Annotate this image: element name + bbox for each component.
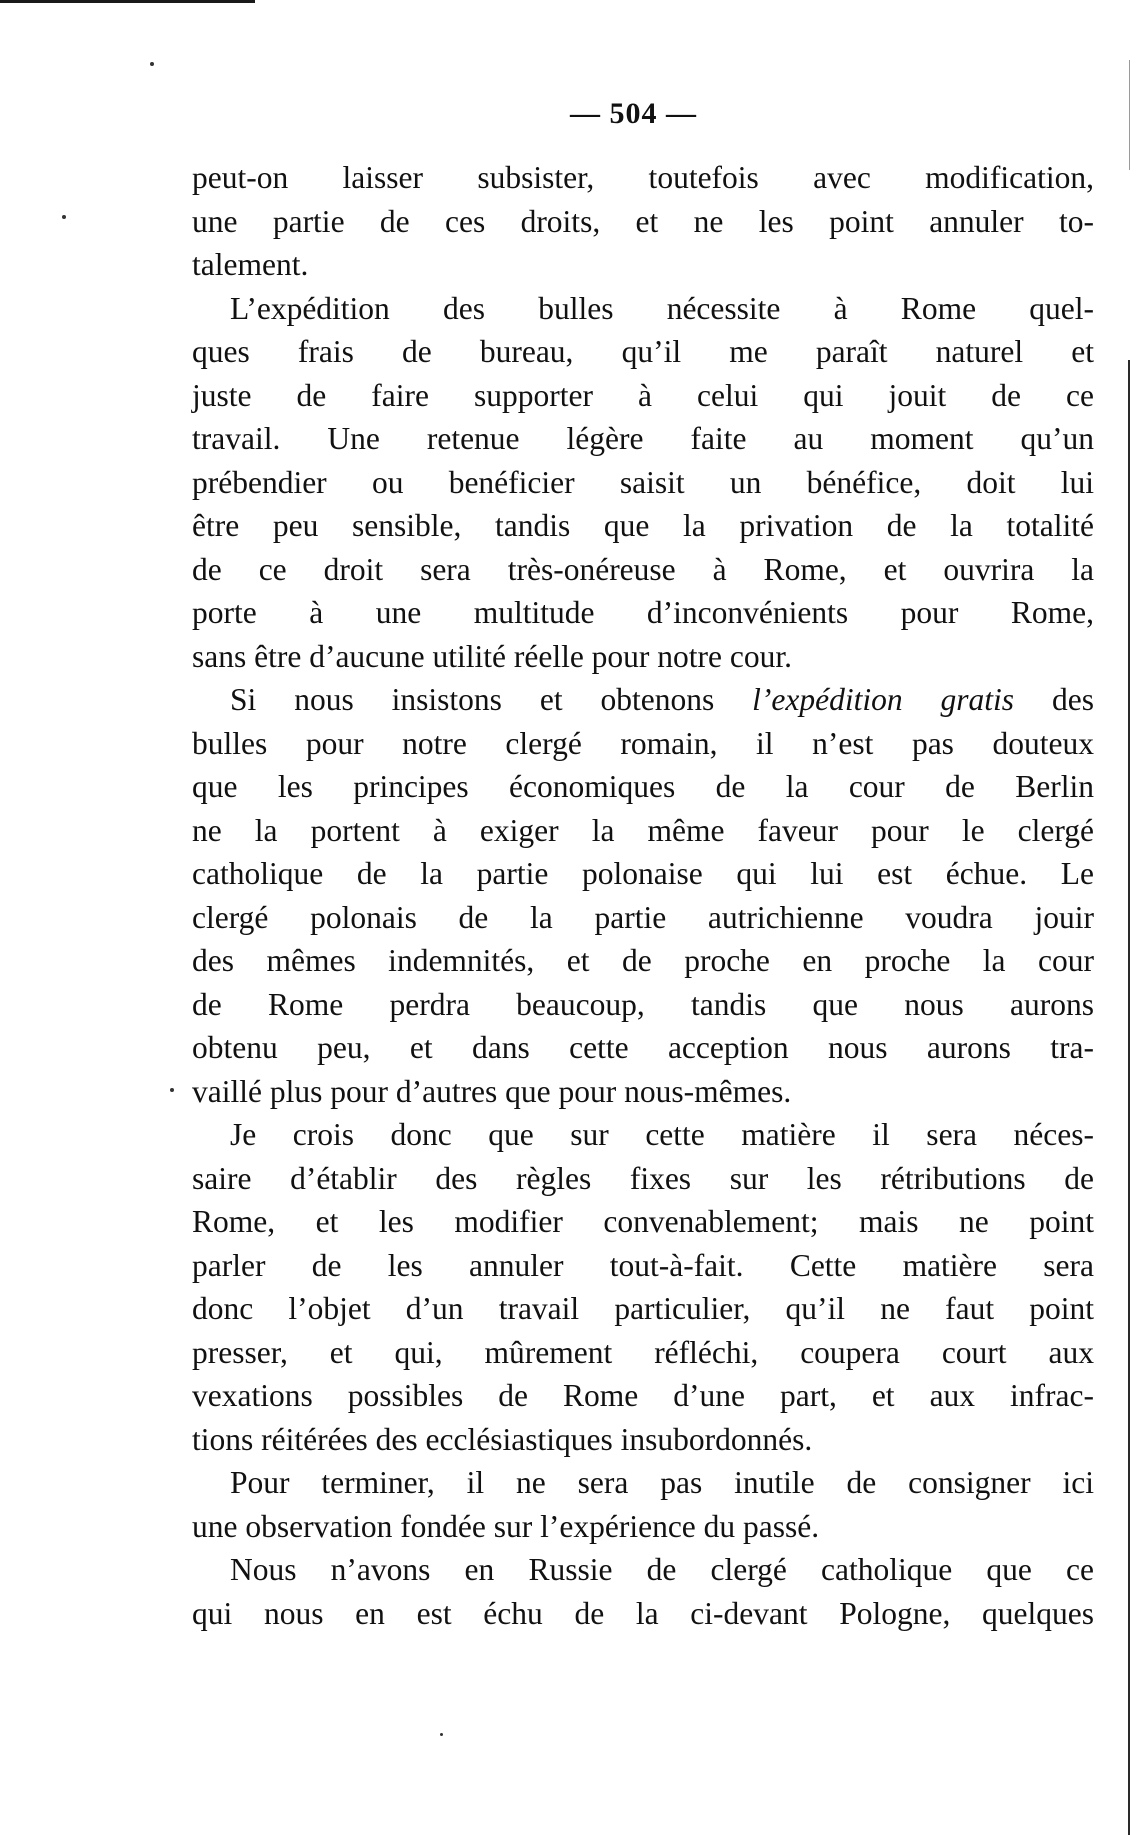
text-run: des bbox=[1014, 682, 1094, 717]
paragraph-start-line: Nous n’avons en Russie de clergé catholique que ce bbox=[230, 1552, 1094, 1587]
text-line: une observation fondée sur l’expérience du passé. bbox=[192, 1508, 820, 1544]
text-line: vexations possibles de Rome d’une part, et aux infrac- bbox=[192, 1378, 1094, 1413]
paragraph-start-line: L’expédition des bulles nécessite à Rome quel- bbox=[230, 290, 1094, 326]
text-line: ques frais de bureau, qu’il me paraît naturel et bbox=[192, 334, 1094, 369]
text-line: prébendier ou benéficier saisit un bénéfice, doit lui bbox=[192, 464, 1094, 500]
text-line: une partie de ces droits, et ne les point annuler to- bbox=[192, 203, 1094, 239]
text-line: donc l’objet d’un travail particulier, qu’il ne faut point bbox=[192, 1291, 1094, 1326]
text-line: clergé polonais de la partie autrichienne voudra jouir bbox=[192, 899, 1094, 935]
text-line: saire d’établir des règles fixes sur les rétributions de bbox=[192, 1160, 1094, 1196]
text-line: talement. bbox=[192, 247, 309, 282]
page-body bbox=[192, 156, 1094, 1635]
text-line: juste de faire supporter à celui qui jouit de ce bbox=[192, 377, 1094, 413]
text-line: presser, et qui, mûrement réfléchi, coupera court aux bbox=[192, 1334, 1094, 1370]
text-line: vaillé plus pour d’autres que pour nous-mêmes. bbox=[192, 1073, 792, 1109]
text-line: que les principes économiques de la cour de Berlin bbox=[192, 769, 1094, 804]
paragraph-start-line bbox=[192, 678, 1094, 722]
emphasized-phrase: l’expédition gratis bbox=[752, 682, 1015, 717]
print-speck bbox=[440, 1733, 443, 1736]
text-line: porte à une multitude d’inconvénients pour Rome, bbox=[192, 595, 1094, 630]
page-number: — 504 — bbox=[570, 97, 697, 130]
text-line: de Rome perdra beaucoup, tandis que nous aurons bbox=[192, 986, 1094, 1022]
paragraph-start-line: Je crois donc que sur cette matière il sera néces- bbox=[230, 1117, 1094, 1152]
text-line: sans être d’aucune utilité réelle pour notre cour. bbox=[192, 638, 793, 674]
print-speck bbox=[150, 62, 154, 66]
text-line: être peu sensible, tandis que la privation de la totalité bbox=[192, 508, 1094, 543]
print-speck bbox=[170, 1088, 174, 1092]
text-line: ne la portent à exiger la même faveur pour le clergé bbox=[192, 812, 1094, 848]
text-line: de ce droit sera très-onéreuse à Rome, et ouvrira la bbox=[192, 551, 1094, 587]
print-speck bbox=[62, 215, 66, 219]
text-line: tions réitérées des ecclésiastiques insubordonnés. bbox=[192, 1421, 813, 1457]
right-edge-mark bbox=[1129, 60, 1130, 170]
text-line: Rome, et les modifier convenablement; mais ne point bbox=[192, 1204, 1094, 1239]
text-run: Si nous insistons et obtenons bbox=[230, 682, 753, 717]
text-line: bulles pour notre clergé romain, il n’est pas douteux bbox=[192, 725, 1094, 761]
paragraph-start-line: Pour terminer, il ne sera pas inutile de consigner ici bbox=[230, 1465, 1094, 1500]
right-edge-rule bbox=[1128, 360, 1130, 1835]
text-line: des mêmes indemnités, et de proche en proche la cour bbox=[192, 943, 1094, 978]
top-rule bbox=[0, 0, 255, 3]
text-line: obtenu peu, et dans cette acception nous aurons tra- bbox=[192, 1030, 1094, 1065]
text-line: catholique de la partie polonaise qui lui est échue. Le bbox=[192, 856, 1094, 891]
text-line: qui nous en est échu de la ci-devant Pologne, quelques bbox=[192, 1595, 1094, 1631]
text-line: travail. Une retenue légère faite au moment qu’un bbox=[192, 421, 1094, 456]
text-line: parler de les annuler tout-à-fait. Cette matière sera bbox=[192, 1247, 1094, 1283]
text-line: peut-on laisser subsister, toutefois avec modification, bbox=[192, 160, 1094, 195]
